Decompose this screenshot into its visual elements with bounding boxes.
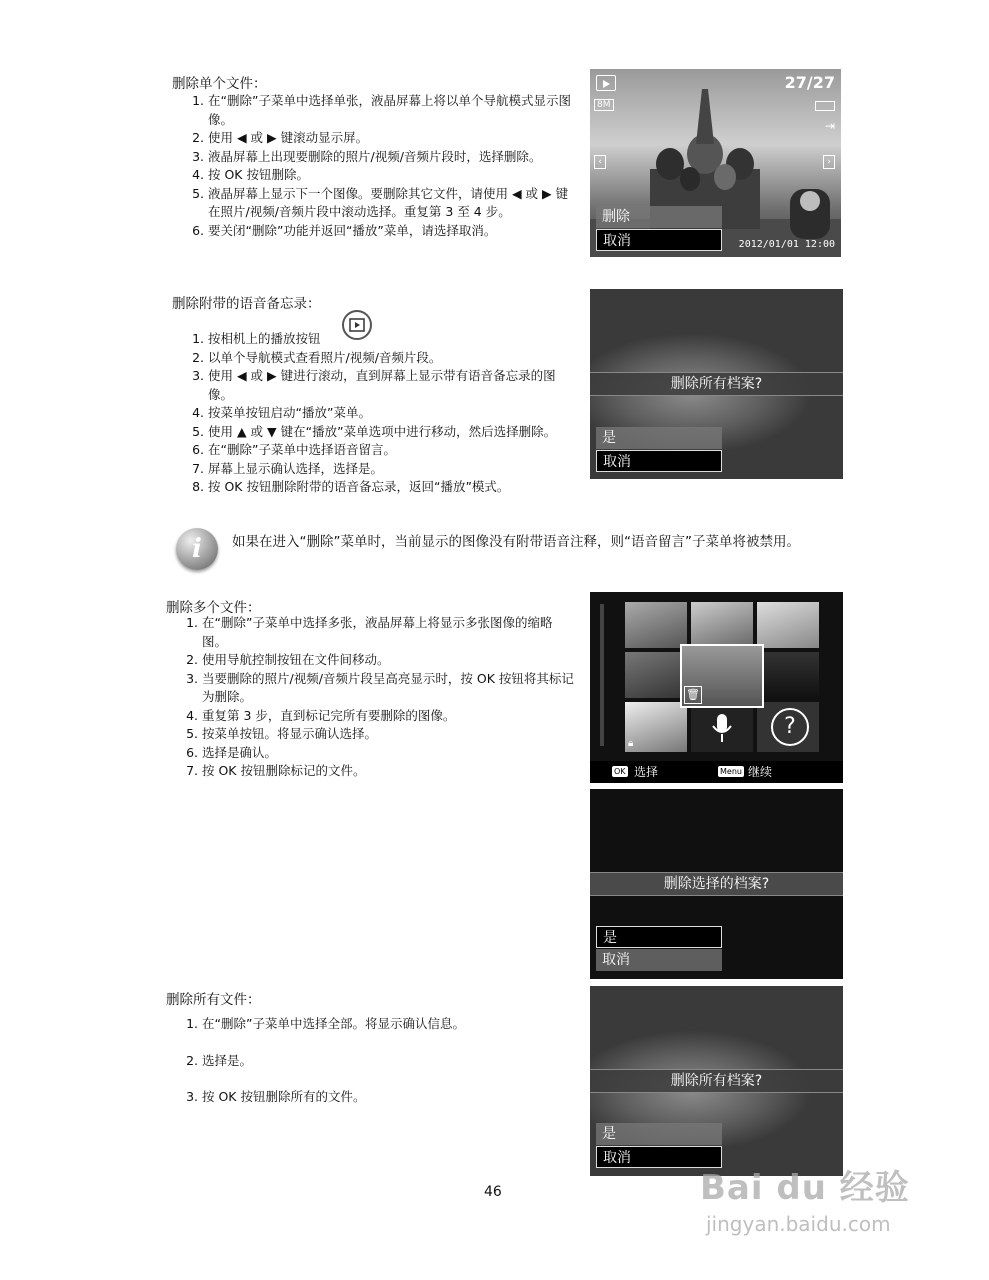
list-item: 6 . 选择是确认。 (174, 744, 576, 763)
steps-delete-single (180, 92, 575, 240)
list-item: 6 . 在“删除”子菜单中选择语音留言。 (180, 441, 575, 460)
list-item: 8 . 按 OK 按钮删除附带的语音备忘录，返回“播放”模式。 (180, 478, 575, 497)
list-item: 5 . 液晶屏幕上显示下一个图像。要删除其它文件，请使用 ◀ 或 ▶ 键在照片/视频/音频片段中滚动选择。重复第 3 至 4 步。 (180, 185, 575, 222)
list-item: 2 . 使用 ◀ 或 ▶ 键滚动显示屏。 (180, 129, 575, 148)
thumbnail[interactable] (691, 702, 753, 752)
info-icon: i (176, 528, 218, 570)
steps-delete-voice-memo (180, 330, 575, 497)
list-item: 4 . 重复第 3 步，直到标记完所有要删除的图像。 (174, 707, 576, 726)
list-item: 7 . 按 OK 按钮删除标记的文件。 (174, 762, 576, 781)
play-mode-icon (596, 75, 616, 91)
image-size-badge: 8M (594, 99, 614, 111)
list-item: 2 . 以单个导航模式查看照片/视频/音频片段。 (180, 349, 575, 368)
screen-delete-selected-confirm (590, 789, 843, 979)
screen-thumbnail-grid (590, 592, 843, 783)
option-yes[interactable]: 是 (596, 427, 722, 449)
protect-icon: ⇥ (824, 119, 835, 133)
ok-label: 选择 (634, 765, 659, 779)
option-cancel[interactable]: 取消 (596, 1146, 722, 1168)
option-delete[interactable]: 删除 (596, 206, 722, 228)
section-title-delete-multiple: 删除多个文件： (166, 600, 261, 616)
screen-delete-all-confirm (590, 986, 843, 1176)
list-item: 5 . 按菜单按钮。将显示确认选择。 (174, 725, 576, 744)
grid-footer (590, 761, 843, 783)
next-arrow-icon[interactable]: › (823, 155, 835, 169)
list-item: 2 . 选择是。 (174, 1043, 574, 1080)
confirm-prompt: 删除所有档案? (590, 1069, 843, 1093)
screen-delete-voice-confirm (590, 289, 843, 479)
list-item: 4 . 按 OK 按钮删除。 (180, 166, 575, 185)
confirm-prompt: 删除选择的档案? (590, 872, 843, 896)
timestamp: 2012/01/01 12:00 (738, 239, 835, 250)
page-number: 46 (484, 1184, 502, 1200)
option-yes[interactable]: 是 (596, 1123, 722, 1145)
list-item: 3 . 液晶屏幕上出现要删除的照片/视频/音频片段时，选择删除。 (180, 148, 575, 167)
lock-icon: 🔒︎ (628, 738, 634, 749)
list-item: 6 . 要关闭“删除”功能并返回“播放”菜单，请选择取消。 (180, 222, 575, 241)
list-item: 4 . 按菜单按钮启动“播放”菜单。 (180, 404, 575, 423)
thumbnail[interactable] (691, 602, 753, 648)
unknown-file-icon: ? (771, 708, 809, 746)
menu-label: 继续 (748, 765, 773, 779)
trash-icon: 🗑︎ (684, 686, 702, 704)
thumbnail[interactable] (625, 652, 687, 698)
microphone-icon (691, 702, 753, 752)
info-note: 如果在进入“删除”菜单时，当前显示的图像没有附带语音注释，则“语音留言”子菜单将被禁用。 (232, 534, 800, 550)
thumbnail[interactable] (757, 652, 819, 698)
scrollbar[interactable] (600, 604, 604, 746)
thumbnail[interactable] (625, 602, 687, 648)
list-item: 3 . 使用 ◀ 或 ▶ 键进行滚动，直到屏幕上显示带有语音备忘录的图像。 (180, 367, 575, 404)
thumbnail[interactable] (757, 702, 819, 752)
baidu-watermark-url: jingyan.baidu.com (706, 1212, 891, 1236)
prev-arrow-icon[interactable]: ‹ (594, 155, 606, 169)
menu-button-icon: Menu (720, 767, 742, 776)
battery-icon (815, 101, 835, 111)
option-cancel[interactable]: 取消 (596, 949, 722, 971)
list-item: 2 . 使用导航控制按钮在文件间移动。 (174, 651, 576, 670)
list-item: 1 . 在“删除”子菜单中选择单张，液晶屏幕上将以单个导航模式显示图像。 (180, 92, 575, 129)
ok-button-icon: OK (614, 767, 626, 776)
section-title-delete-all: 删除所有文件： (166, 992, 261, 1008)
section-title-delete-voice-memo: 删除附带的语音备忘录： (172, 296, 321, 312)
option-cancel[interactable]: 取消 (596, 450, 722, 472)
option-cancel[interactable]: 取消 (596, 229, 722, 251)
baidu-watermark-logo: Bai du 经验 (700, 1168, 910, 1208)
list-item: 3 . 按 OK 按钮删除所有的文件。 (174, 1079, 574, 1116)
list-item: 5 . 使用 ▲ 或 ▼ 键在“播放”菜单选项中进行移动，然后选择删除。 (180, 423, 575, 442)
list-item: 1 . 按相机上的播放按钮 (180, 330, 575, 349)
highlighted-thumbnail[interactable] (680, 644, 764, 708)
image-counter: 27/27 (784, 73, 835, 92)
thumbnail[interactable] (625, 702, 687, 752)
steps-delete-multiple (174, 614, 576, 781)
list-item: 1 . 在“删除”子菜单中选择全部。将显示确认信息。 (174, 1006, 574, 1043)
list-item: 3 . 当要删除的照片/视频/音频片段呈高亮显示时，按 OK 按钮将其标记为删除。 (174, 670, 576, 707)
section-title-delete-single: 删除单个文件： (172, 76, 267, 92)
confirm-prompt: 删除所有档案? (590, 372, 843, 396)
screen-delete-single (590, 69, 841, 257)
option-yes[interactable]: 是 (596, 926, 722, 948)
thumbnail[interactable] (757, 602, 819, 648)
list-item: 7 . 屏幕上显示确认选择，选择是。 (180, 460, 575, 479)
steps-delete-all (174, 1006, 574, 1116)
list-item: 1 . 在“删除”子菜单中选择多张，液晶屏幕上将显示多张图像的缩略图。 (174, 614, 576, 651)
